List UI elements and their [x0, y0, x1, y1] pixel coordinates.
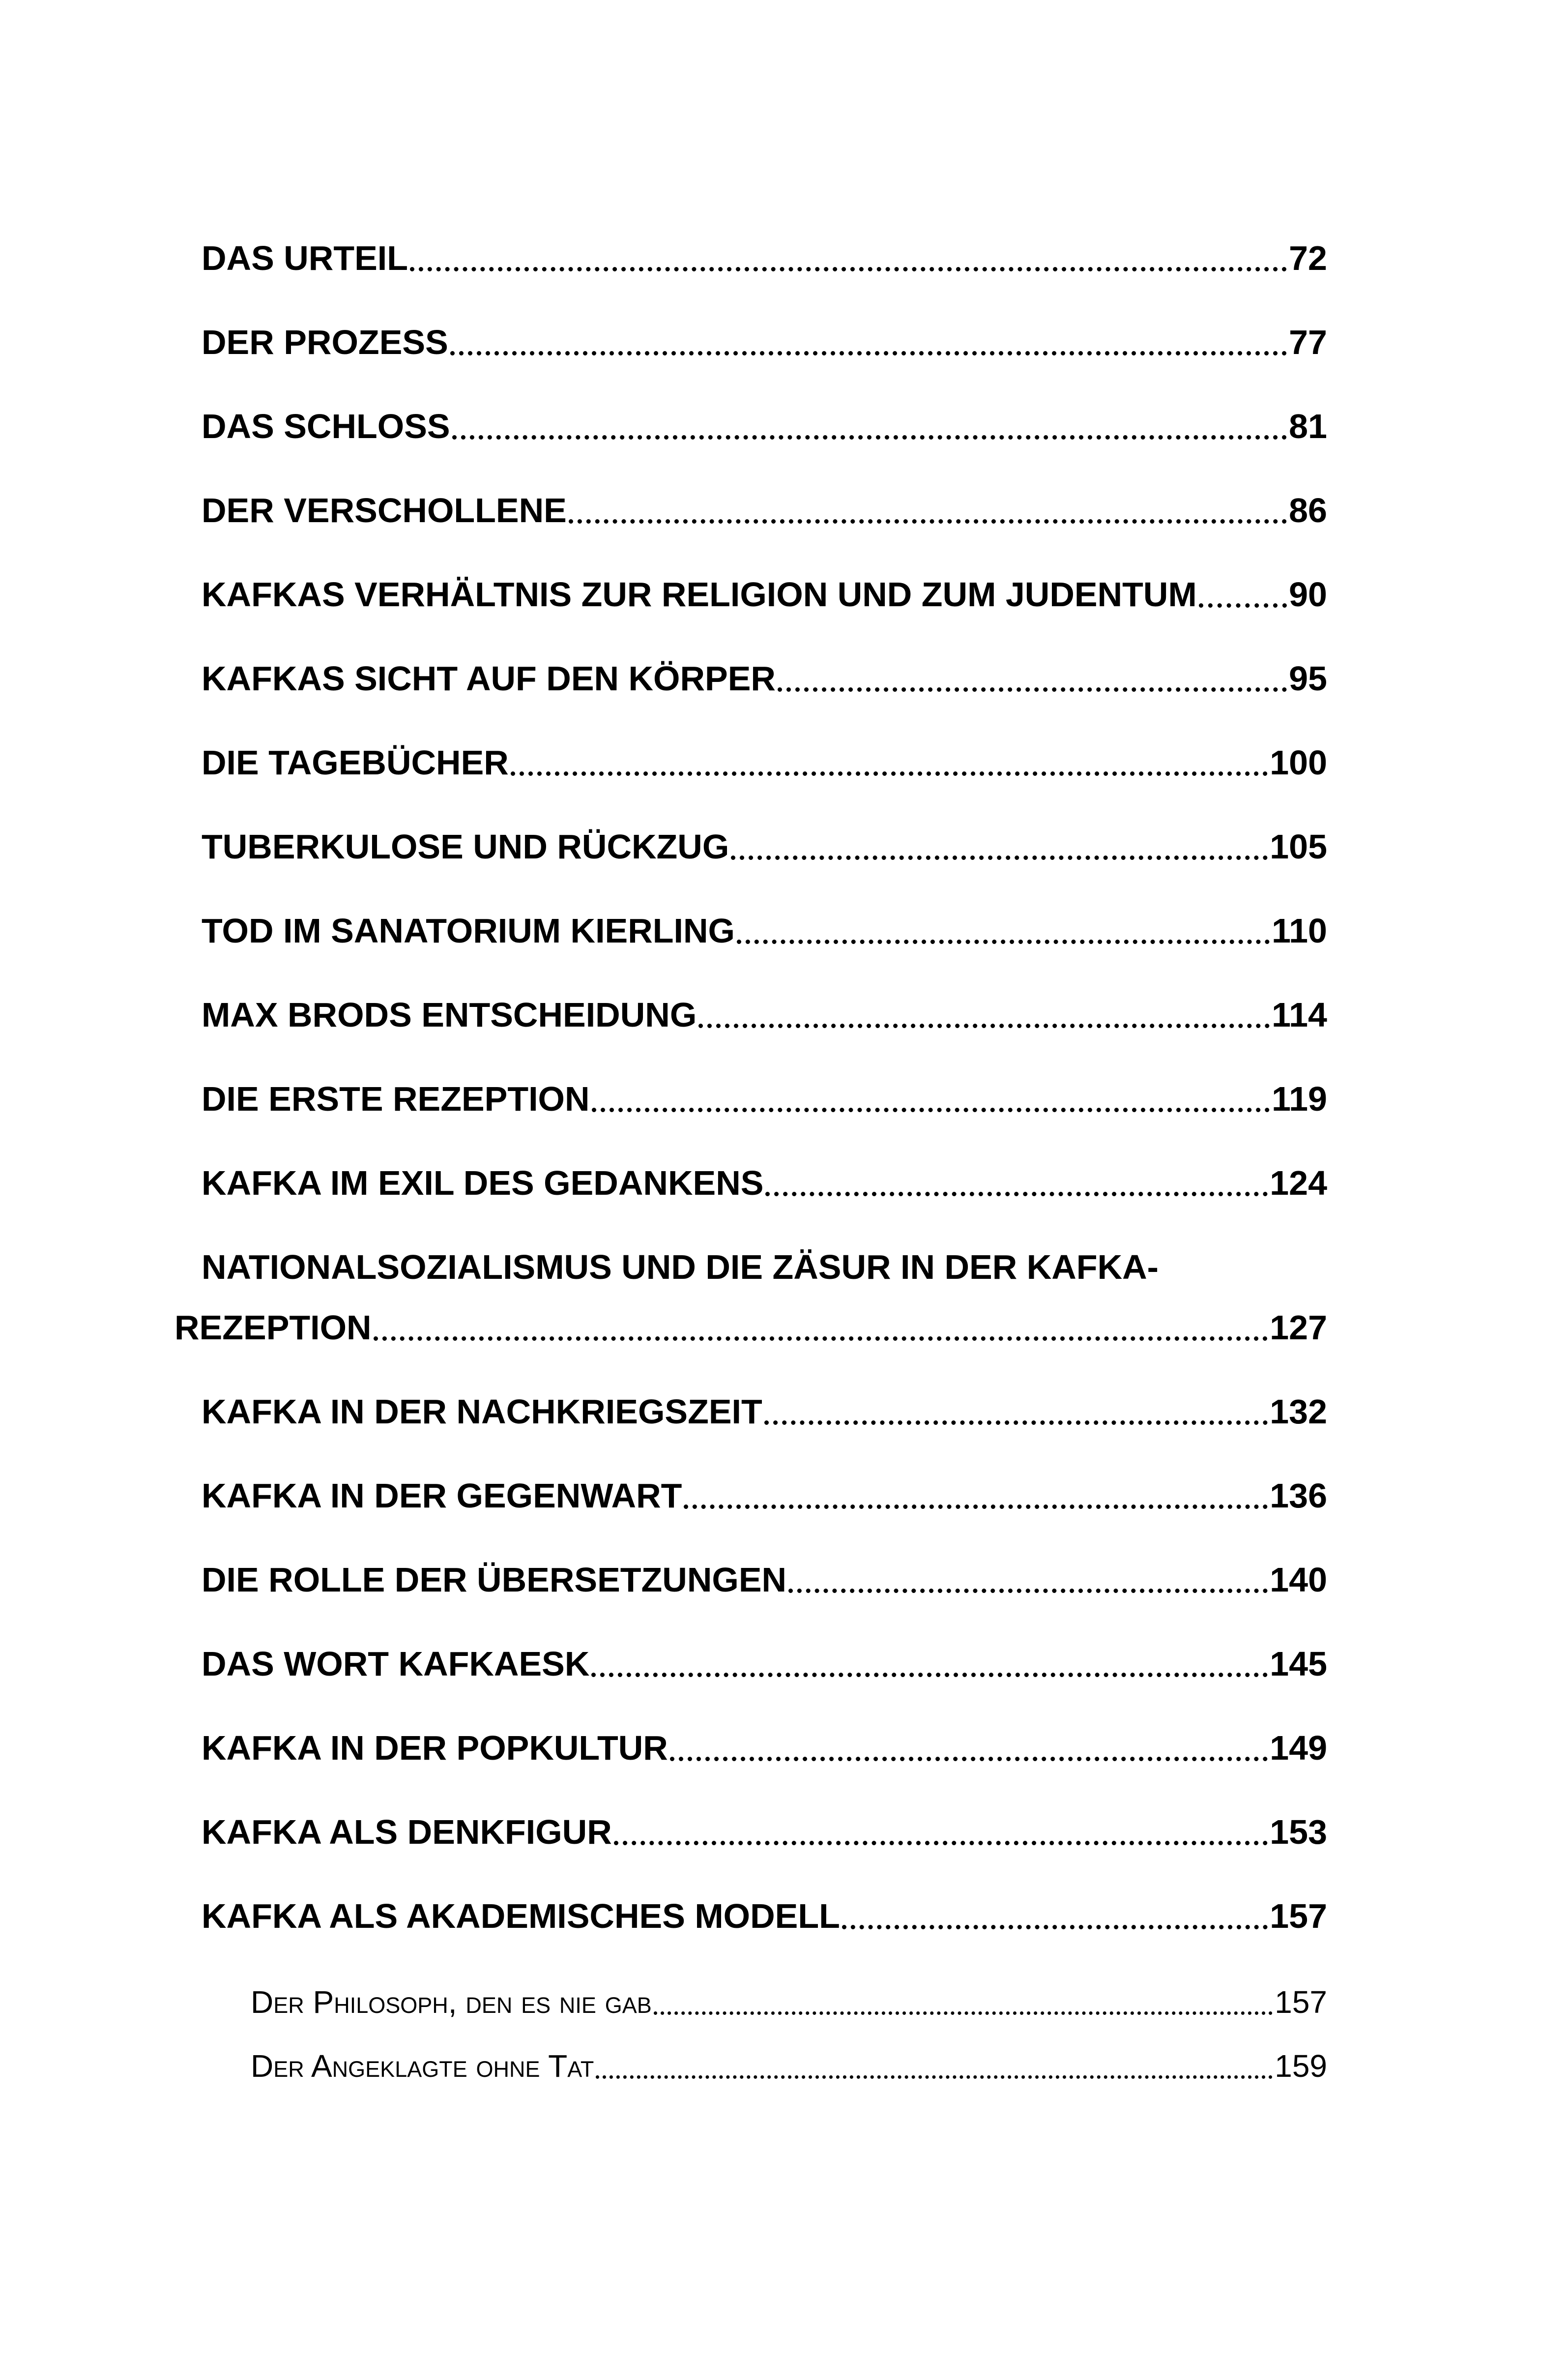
toc-entry-title: DAS URTEIL: [202, 239, 408, 277]
dot-leader: [511, 771, 1268, 776]
dot-leader: [374, 1336, 1268, 1341]
toc-entry-page: 95: [1289, 659, 1327, 698]
toc-entry[interactable]: [202, 993, 1327, 1037]
toc-entry-title: KAFKA IN DER GEGENWART: [202, 1476, 682, 1515]
dot-leader: [591, 1673, 1268, 1677]
toc-entry[interactable]: [202, 320, 1327, 364]
toc-entry-page: 105: [1270, 827, 1327, 866]
toc-entry-page: 86: [1289, 491, 1327, 530]
toc-entry[interactable]: [202, 1810, 1327, 1854]
toc-entry[interactable]: [202, 488, 1327, 532]
toc-entry-page: 153: [1270, 1813, 1327, 1851]
toc-entry[interactable]: [202, 1077, 1327, 1121]
toc-entry-page: 81: [1289, 407, 1327, 445]
toc-entry-page: 157: [1270, 1897, 1327, 1935]
dot-leader: [684, 1504, 1268, 1509]
dot-leader: [842, 1925, 1268, 1929]
toc-entry-page: 124: [1270, 1164, 1327, 1202]
dot-leader: [731, 856, 1268, 860]
toc-entry-title: DIE ROLLE DER ÜBERSETZUNGEN: [202, 1561, 787, 1599]
toc-entry[interactable]: [174, 1305, 1327, 1350]
toc-entry[interactable]: [202, 1558, 1327, 1602]
toc-entry-page: 136: [1270, 1476, 1327, 1515]
toc-entry[interactable]: [202, 825, 1327, 869]
dot-leader: [698, 1024, 1270, 1028]
dot-leader: [596, 2075, 1273, 2079]
toc-entry-page: 90: [1289, 575, 1327, 614]
toc-entry-page: 110: [1272, 912, 1327, 950]
toc-entry-page: 77: [1289, 323, 1327, 361]
toc-entry-page: 114: [1272, 996, 1327, 1034]
toc-subentry[interactable]: [251, 1981, 1327, 2023]
dot-leader: [452, 435, 1287, 440]
toc-entry[interactable]: [202, 740, 1327, 785]
toc-entry-title: DAS WORT KAFKAESK: [202, 1645, 590, 1683]
toc-entry-title: DIE TAGEBÜCHER: [202, 743, 509, 782]
dot-leader: [670, 1757, 1268, 1761]
toc-entry-page: 119: [1272, 1080, 1327, 1118]
toc-entry[interactable]: [202, 656, 1327, 701]
toc-entry-page: 100: [1270, 743, 1327, 782]
dot-leader: [788, 1589, 1268, 1593]
toc-entry-title: KAFKAS SICHT AUF DEN KÖRPER: [202, 659, 776, 698]
toc-entry-page: 132: [1270, 1392, 1327, 1431]
toc-entry[interactable]: [202, 1161, 1327, 1205]
toc-entry-title: DER PROZESS: [202, 323, 448, 361]
toc-subentry-title: Der Angeklagte ohne Tat: [251, 2048, 594, 2084]
toc-entry-title-line1[interactable]: NATIONALSOZIALISMUS UND DIE ZÄSUR IN DER KAFKA-: [202, 1248, 1159, 1286]
dot-leader: [778, 687, 1287, 692]
toc-entry[interactable]: [202, 1642, 1327, 1686]
toc-subentry-page: 157: [1275, 1984, 1327, 2020]
toc-subentry-title: Der Philosoph, den es nie gab: [251, 1984, 652, 2020]
toc-entry-title: TUBERKULOSE UND RÜCKZUG: [202, 827, 729, 866]
toc-entry[interactable]: [202, 572, 1327, 617]
dot-leader: [654, 2011, 1273, 2015]
toc-entry-title: DER VERSCHOLLENE: [202, 491, 567, 530]
toc-entry-page: 127: [1270, 1308, 1327, 1347]
dot-leader: [569, 519, 1287, 524]
dot-leader: [614, 1841, 1268, 1845]
toc-entry-title-line2: REZEPTION: [174, 1308, 372, 1347]
toc-subentry[interactable]: [251, 2045, 1327, 2087]
toc-entry[interactable]: [202, 1474, 1327, 1518]
toc-entry-title: DIE ERSTE REZEPTION: [202, 1080, 590, 1118]
dot-leader: [410, 267, 1287, 271]
dot-leader: [764, 1420, 1268, 1425]
toc-entry[interactable]: [202, 1894, 1327, 1938]
toc-entry-title: KAFKA IN DER POPKULTUR: [202, 1729, 668, 1767]
toc-entry[interactable]: [202, 1726, 1327, 1770]
toc-entry-title: KAFKA ALS DENKFIGUR: [202, 1813, 612, 1851]
toc-entry[interactable]: [202, 1389, 1327, 1434]
toc-entry-title: TOD IM SANATORIUM KIERLING: [202, 912, 735, 950]
dot-leader: [1199, 603, 1287, 608]
toc-entry-title: KAFKA ALS AKADEMISCHES MODELL: [202, 1897, 840, 1935]
toc-entry[interactable]: [202, 404, 1327, 448]
toc-entry-page: 145: [1270, 1645, 1327, 1683]
toc-entry-title: KAFKA IM EXIL DES GEDANKENS: [202, 1164, 764, 1202]
toc-entry-title: MAX BRODS ENTSCHEIDUNG: [202, 996, 697, 1034]
toc-entry-title: KAFKAS VERHÄLTNIS ZUR RELIGION UND ZUM JUDENTUM: [202, 575, 1197, 614]
toc-entry-title: DAS SCHLOSS: [202, 407, 450, 445]
dot-leader: [765, 1192, 1268, 1196]
toc-entry-page: 72: [1289, 239, 1327, 277]
dot-leader: [592, 1108, 1270, 1112]
toc-entry[interactable]: [202, 236, 1327, 280]
toc-subentry-page: 159: [1275, 2048, 1327, 2084]
toc-entry[interactable]: [202, 909, 1327, 953]
dot-leader: [450, 351, 1287, 355]
toc-entry-title: KAFKA IN DER NACHKRIEGSZEIT: [202, 1392, 762, 1431]
toc-entry-page: 149: [1270, 1729, 1327, 1767]
dot-leader: [737, 940, 1270, 944]
toc-entry-page: 140: [1270, 1561, 1327, 1599]
